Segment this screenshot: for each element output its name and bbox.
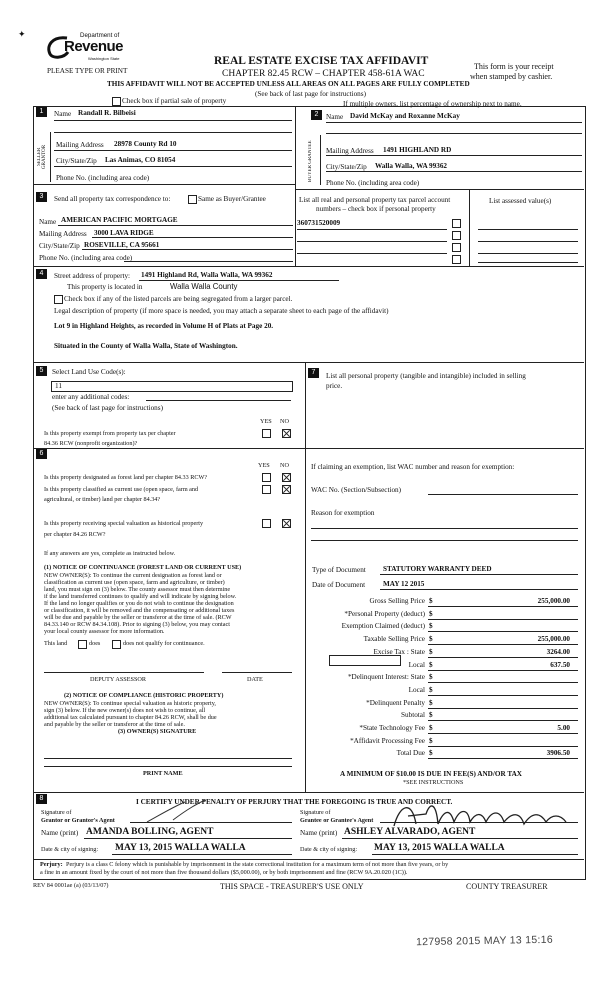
buyer-mailing-label: Mailing Address — [326, 147, 374, 155]
seller-mailing-value[interactable]: 28978 County Rd 10 — [114, 140, 177, 148]
treasurer-stamp: 127958 2015 MAY 13 15:16 — [415, 933, 554, 949]
located-county-value[interactable]: Walla Walla County — [170, 282, 238, 291]
exempt-yes-checkbox[interactable] — [262, 429, 271, 438]
historical-question-1: Is this property receiving special valuation as historical property — [44, 520, 204, 527]
seller-phone-label: Phone No. (including area code) — [56, 174, 150, 182]
grantor-date-label: Date & city of signing: — [41, 846, 99, 853]
buyer-mailing-value[interactable]: 1491 HIGHLAND RD — [383, 146, 452, 154]
deputy-assessor-label: DEPUTY ASSESSOR — [90, 676, 146, 683]
land-use-yes-header: YES — [260, 418, 272, 425]
parcel-2-personal-checkbox[interactable] — [452, 231, 461, 240]
tax-row-currency: $ — [429, 711, 433, 719]
exemption-label: If claiming an exemption, list WAC number and reason for exemption: — [311, 463, 515, 471]
grantee-date-label: Date & city of signing: — [300, 846, 358, 853]
type-or-print-note: PLEASE TYPE OR PRINT — [47, 67, 128, 75]
form-revision: REV 84 0001ae (a) (03/13/07) — [33, 882, 109, 889]
seller-mailing-label: Mailing Address — [56, 141, 104, 149]
owner-signature-label: (3) OWNER(S) SIGNATURE — [118, 728, 197, 735]
exemption-reason-line[interactable] — [311, 528, 578, 529]
tax-row-currency: $ — [429, 610, 433, 618]
land-does-label: does — [89, 640, 101, 647]
section-8-badge: 8 — [36, 794, 47, 804]
land-use-no-header: NO — [280, 418, 289, 425]
tax-row-value[interactable]: 3906.50 — [546, 749, 570, 757]
receipt-note-1: This form is your receipt — [474, 62, 554, 71]
section-6-badge: 6 — [36, 449, 47, 459]
wac-number-label: WAC No. (Section/Subsection) — [311, 486, 402, 494]
tax-row-label: *State Technology Fee — [359, 724, 425, 732]
logo-dept-line: Department of — [80, 32, 120, 39]
tax-row-currency: $ — [429, 597, 433, 605]
tax-row-value[interactable]: 255,000.00 — [537, 597, 570, 605]
current-use-yes-checkbox[interactable] — [262, 485, 271, 494]
land-use-code-field[interactable] — [51, 381, 293, 392]
see-instructions-note: *SEE INSTRUCTIONS — [403, 779, 464, 786]
seller-city-value[interactable]: Las Animas, CO 81054 — [105, 156, 176, 164]
corr-phone-label: Phone No. (including area code) — [39, 254, 133, 262]
legal-description-line-1[interactable]: Lot 9 in Highland Heights, as recorded in Volume H of Plats at Page 20. — [54, 322, 274, 330]
tax-row-label: Excise Tax : State — [373, 648, 425, 656]
document-date-label: Date of Document — [312, 581, 366, 589]
multiple-owners-note: If multiple owners, list percentage of ownership next to name. — [343, 100, 522, 108]
current-use-question-1: Is this property classified as current use (open space, farm and — [44, 486, 199, 493]
tax-row-label: *Delinquent Penalty — [366, 699, 425, 707]
tax-row-label: *Personal Property (deduct) — [344, 610, 425, 618]
personal-property-label-2: price. — [326, 382, 343, 390]
tax-row-currency: $ — [429, 673, 433, 681]
certify-statement: I CERTIFY UNDER PENALTY OF PERJURY THAT THE FOREGOING IS TRUE AND CORRECT. — [136, 798, 453, 806]
tax-row-currency: $ — [429, 635, 433, 643]
street-address-label: Street address of property: — [54, 272, 131, 280]
corr-mailing-value[interactable]: 3000 LAVA RIDGE — [94, 229, 154, 237]
additional-codes-label: enter any additional codes: — [52, 393, 130, 401]
street-address-value[interactable]: 1491 Highland Rd, Walla Walla, WA 99362 — [141, 271, 273, 279]
grantee-signature-label-2: Grantee or Grantee's Agent — [300, 817, 374, 824]
land-does-not-label: does not qualify for continuance. — [123, 640, 205, 647]
document-date-value[interactable]: MAY 12 2015 — [383, 580, 425, 588]
buyer-name-label: Name — [326, 113, 344, 121]
located-label: This property is located in — [67, 283, 143, 291]
receipt-note-2: when stamped by cashier. — [470, 72, 553, 81]
perjury-line-1: Perjury is a class C felony which is punishable by imprisonment in the state correctional institution for a maximum term of not more than five years, or by — [66, 861, 449, 868]
land-use-code-value: 11 — [55, 382, 62, 390]
section-2-badge: 2 — [311, 110, 322, 120]
forest-land-question: Is this property designated as forest land per chapter 84.33 RCW? — [44, 474, 208, 481]
owner-signature-line[interactable] — [44, 758, 292, 759]
parcels-header-1: List all real and personal property tax parcel account — [299, 196, 451, 204]
tax-row-label: *Delinquent Interest: State — [347, 673, 425, 681]
seller-name-label: Name — [54, 110, 72, 118]
grantee-name-value[interactable]: ASHLEY ALVARADO, AGENT — [344, 827, 476, 837]
document-type-value[interactable]: STATUTORY WARRANTY DEED — [383, 565, 492, 573]
buyer-phone-label: Phone No. (including area code) — [326, 179, 420, 187]
notice-compliance-title: (2) NOTICE OF COMPLIANCE (HISTORIC PROPERTY) — [64, 692, 224, 699]
see-back-note: (See back of last page for instructions) — [255, 90, 366, 98]
personal-property-label-1: List all personal property (tangible and intangible) included in selling — [326, 372, 526, 380]
partial-sale-label: Check box if partial sale of property — [122, 97, 227, 105]
segregated-checkbox[interactable] — [54, 295, 63, 304]
grantor-name-value[interactable]: AMANDA BOLLING, AGENT — [86, 827, 214, 837]
forest-no-checkbox[interactable] — [282, 473, 291, 482]
section-5-badge: 5 — [36, 366, 47, 376]
tax-row-currency: $ — [429, 699, 433, 707]
section-7-badge: 7 — [308, 368, 319, 378]
segregated-label: Check box if any of the listed parcels are being segregated from a larger parcel. — [64, 295, 293, 303]
section-3-badge: 3 — [36, 192, 47, 202]
tax-row-currency: $ — [429, 661, 433, 669]
current-use-no-checkbox[interactable] — [282, 485, 291, 494]
partial-sale-checkbox[interactable] — [112, 97, 121, 106]
parcels-header-2: numbers – check box if personal property — [316, 205, 436, 213]
parcel-number-1[interactable]: 360731520009 — [297, 219, 341, 227]
seller-city-label: City/State/Zip — [56, 157, 97, 165]
exempt-question-2: 84.36 RCW (nonprofit organization)? — [44, 440, 138, 447]
legal-description-label: Legal description of property (if more space is needed, you may attach a separate sheet to each page of the affidavit) — [54, 307, 389, 315]
excise-tax-affidavit-page: ✦ Department of Revenue Washington State PLEASE TYPE OR PRINT REAL ESTATE EXCISE TAX AFFIDAVIT CHAPTER 82.45 RCW – CHAPTER 458-61A WAC THIS AFFIDAVIT WILL NOT BE ACCEPTED UNLESS ALL AREAS ON ALL PAGES ARE FULLY COMPLETED (See back of last page for instructions) This form is your receipt when stamped by cashier. Check box if partial sale of property If multiple owners, list percentage of ownership next to name. 1 Name Randall R. Bilbeisi SELLER GRANTOR Mailing Address 28978 County Rd 10 City/State/Zip Las Animas, CO 81054 Phone No. (including area code) 2 Name David McKay and Roxanne McKay BUYER GRANTEE Mailing Address 1491 HIGHLAND RD City/State/Zip Walla Walla, WA 99362 Phone No. (including area code) 3 Send all property tax correspondence to: Same as Buyer/Grantee Name AMERICAN PACIFIC MORTGAGE Mailing Address 3000 LAVA RIDGE City/State/Zip ROSEVILLE, CA 95661 Phone No. (including area code) List all real and personal property tax parcel account numbers – check box if personal property List assessed value(s) 360731520009 4 Street address of property: 1491 Highland Rd, Walla Walla, WA 99362 This property is located in Walla Walla County Check box if any of the listed parcels are being segregated from a larger parcel. Legal description of property (if more space is needed, you may attach a separate sheet to each page of the affidavit) Lot 9 in Highland Heights, as recorded in Volume H of Plats at Page 20. Situated in the County of Walla Walla, State of Washington. 5 Select Land Use Code(s): 11 enter any additional codes: (See back of last page for instructions) YES NO Is this property exempt from property tax per chapter 84.36 RCW (nonprofit organization)? 6 YES NO Is this property designated as forest land per chapter 84.33 RCW? Is this property classified as current use (open space, farm and agricultural, or timber) land per chapter 84.34? Is this property receiving special valuation as historical property per chapter 84.26 RCW? If any answers are yes, complete as instructed below. (1) NOTICE OF CONTINUANCE (FOREST LAND OR CURRENT USE) NEW OWNER(S): To continue the current designation as forest land or classification as current use (open space, farm and agriculture, or timber) land, you must sign on (3) below. The county assessor must then determine if the land transferred continues to qualify and will indicate by signing below. If the land no longer qualifies or you do not wish to continue the designation or classification, it will be removed and the compensating or additional taxes will be due and payable by the seller or transferor at the time of sale. (RCW 84.33.140 or RCW 84.34.108). Prior to signing (3) below, you may contact your local county assessor for more information. This land does does not qualify for continuance. DEPUTY ASSESSOR DATE (2) NOTICE OF COMPLIANCE (HISTORIC PROPERTY) NEW OWNER(S): To continue special valuation as historic property, sign (3) below. If the new owner(s) does not wish to continue, all additional tax calculated pursuant to chapter 84.26 RCW, shall be due and payable by the seller or transferor at the time of sale. (3) OWNER(S) SIGNATURE PRINT NAME 7 List all personal property (tangible and intangible) included in selling price. If claiming an exemption, list WAC number and reason for exemption: WAC No. (Section/Subsection) Reason for exemption Type of Document STATUTORY WARRANTY DEED Date of Document MAY 12 2015 Gross Selling Price $ 255,000.00 *Personal Property (deduct) $ Exemption Claimed (deduct) $ Taxable Selling Price $ 255,000.00 Excise Tax : State $ 3264.00 Local $ 637.50 *Delinquent Interest: State $ Local $ *Delinquent Penalty $ Subtotal $ *State Technology Fee $ 5.00 *Affidavit Processing Fee $ Total Due $ 3906.50 A MINIMUM OF $10.00 IS DUE IN FEE(S) AND/OR TAX *SEE INSTRUCTIONS 8 I CERTIFY UNDER PENALTY OF PERJURY THAT THE FOREGOING IS TRUE AND CORRECT. Signature of Grantor or Grantor's Agent Name (print) AMANDA BOLLING, AGENT Date & city of signing: MAY 13, 2015 WALLA WALLA Signature of Grantee or Grantee's Agent Name (print) ASHLEY ALVARADO, AGENT Date & city of signing: MAY 13, 2015 WALLA WALLA Perjury: Perjury is a class C felony which is punishable by imprisonment in the state correctional institution for a maximum term of not more than five years, or by a fine in an amount fixed by the court of not more than five thousand dollars ($5,000.00), or by both imprisonment and fine (RCW 9A.20.020 (1C)). REV 84 0001ae (a) (03/13/07) THIS SPACE - TREASURER'S USE ONLY COUNTY TREASURER 127958 2015 MAY 13 15:16 — [0, 0, 600, 984]
tax-row-label: Taxable Selling Price — [363, 635, 425, 643]
tax-row-label: Local — [408, 661, 425, 669]
grantor-signature-label-1: Signature of — [41, 809, 72, 816]
historical-no-checkbox[interactable] — [282, 519, 291, 528]
land-use-label: Select Land Use Code(s): — [52, 368, 126, 376]
parcel-4-personal-checkbox[interactable] — [452, 255, 461, 264]
tax-row-currency: $ — [429, 648, 433, 656]
print-name-label: PRINT NAME — [143, 770, 183, 777]
buyer-name-value[interactable]: David McKay and Roxanne McKay — [350, 112, 460, 120]
logo-state-line: Washington State — [88, 56, 120, 61]
tax-row-label: Exemption Claimed (deduct) — [341, 622, 425, 630]
minimum-fee-note: A MINIMUM OF $10.00 IS DUE IN FEE(S) AND/OR TAX — [340, 770, 522, 778]
parcel-1-personal-checkbox[interactable] — [452, 219, 461, 228]
tax-row-label: *Affidavit Processing Fee — [350, 737, 425, 745]
buyer-side-label: BUYER GRANTEE — [308, 140, 313, 182]
land-does-not-checkbox[interactable] — [112, 640, 121, 649]
grantee-signature-label-1: Signature of — [300, 809, 331, 816]
deputy-date-label: DATE — [247, 676, 263, 683]
seller-name-value[interactable]: Randall R. Bilbeisi — [78, 109, 136, 117]
assessed-header: List assessed value(s) — [489, 197, 552, 205]
tax-row-value[interactable]: 5.00 — [557, 724, 570, 732]
exemption-reason-label: Reason for exemption — [311, 509, 375, 517]
same-as-buyer-label: Same as Buyer/Grantee — [198, 195, 266, 203]
land-use-see-back: (See back of last page for instructions) — [52, 404, 163, 412]
exempt-question-1: Is this property exempt from property tax per chapter — [44, 430, 176, 437]
current-use-question-2: agricultural, or timber) land per chapter 84.34? — [44, 496, 161, 503]
notice-continuance-title: (1) NOTICE OF CONTINUANCE (FOREST LAND OR CURRENT USE) — [44, 564, 242, 571]
historical-question-2: per chapter 84.26 RCW? — [44, 531, 106, 538]
grantor-signature-label-2: Grantor or Grantor's Agent — [41, 817, 115, 824]
logo-mark: ✦ — [18, 29, 26, 39]
tax-row-label: Local — [408, 686, 425, 694]
logo-revenue-word: Revenue — [64, 38, 124, 55]
buyer-city-label: City/State/Zip — [326, 163, 367, 171]
tax-row-value[interactable]: 255,000.00 — [537, 635, 570, 643]
document-type-label: Type of Document — [312, 566, 366, 574]
section-4-badge: 4 — [36, 269, 47, 279]
form-chapter: CHAPTER 82.45 RCW – CHAPTER 458-61A WAC — [222, 69, 425, 79]
grantee-name-label: Name (print) — [300, 829, 338, 837]
wac-number-line[interactable] — [428, 494, 578, 495]
treasurer-use-note: THIS SPACE - TREASURER'S USE ONLY — [220, 882, 364, 891]
tax-row-label: Total Due — [396, 749, 425, 757]
tax-row-value[interactable]: 3264.00 — [546, 648, 570, 656]
seller-side-label: SELLER GRANTOR — [37, 144, 47, 170]
tax-row-currency: $ — [429, 686, 433, 694]
complete-instruction: If any answers are yes, complete as instructed below. — [44, 550, 176, 557]
county-treasurer-label: COUNTY TREASURER — [466, 882, 548, 891]
grantor-signature-scribble — [145, 798, 235, 826]
s6-no-header: NO — [280, 462, 289, 469]
correspondence-label: Send all property tax correspondence to: — [54, 195, 171, 203]
form-warning: THIS AFFIDAVIT WILL NOT BE ACCEPTED UNLESS ALL AREAS ON ALL PAGES ARE FULLY COMPLETED — [107, 80, 470, 88]
buyer-city-value[interactable]: Walla Walla, WA 99362 — [375, 162, 448, 170]
s6-yes-header: YES — [258, 462, 270, 469]
tax-row-currency: $ — [429, 737, 433, 745]
tax-row-currency: $ — [429, 749, 433, 757]
parcel-3-personal-checkbox[interactable] — [452, 243, 461, 252]
divider-top-vertical — [295, 106, 296, 266]
corr-mailing-label: Mailing Address — [39, 230, 87, 238]
same-as-buyer-checkbox[interactable] — [188, 195, 197, 204]
legal-description-line-2[interactable]: Situated in the County of Walla Walla, State of Washington. — [54, 342, 238, 350]
perjury-label: Perjury: — [40, 861, 63, 868]
historical-yes-checkbox[interactable] — [262, 519, 271, 528]
perjury-line-2: a fine in an amount fixed by the court of not more than five thousand dollars ($5,000.00), or by both imprisonment and fine (RCW 9A.20.020 (1C)). — [40, 869, 408, 876]
print-name-line[interactable] — [44, 766, 292, 767]
forest-yes-checkbox[interactable] — [262, 473, 271, 482]
corr-name-label: Name — [39, 218, 57, 226]
tax-row-value[interactable]: 637.50 — [550, 661, 570, 669]
tax-row-label: Subtotal — [401, 711, 425, 719]
tax-row-label: Gross Selling Price — [369, 597, 425, 605]
corr-name-value[interactable]: AMERICAN PACIFIC MORTGAGE — [61, 216, 178, 224]
tax-row-currency: $ — [429, 724, 433, 732]
section-1-badge: 1 — [36, 107, 47, 117]
grantor-date-value[interactable]: MAY 13, 2015 WALLA WALLA — [115, 843, 246, 853]
corr-city-label: City/State/Zip — [39, 242, 80, 250]
tax-row-currency: $ — [429, 622, 433, 630]
form-title: REAL ESTATE EXCISE TAX AFFIDAVIT — [214, 55, 429, 67]
corr-city-value[interactable]: ROSEVILLE, CA 95661 — [84, 241, 160, 249]
land-does-checkbox[interactable] — [78, 640, 87, 649]
grantor-name-label: Name (print) — [41, 829, 79, 837]
grantee-date-value[interactable]: MAY 13, 2015 WALLA WALLA — [374, 843, 505, 853]
exempt-no-checkbox[interactable] — [282, 429, 291, 438]
this-land-label: This land — [44, 640, 68, 647]
